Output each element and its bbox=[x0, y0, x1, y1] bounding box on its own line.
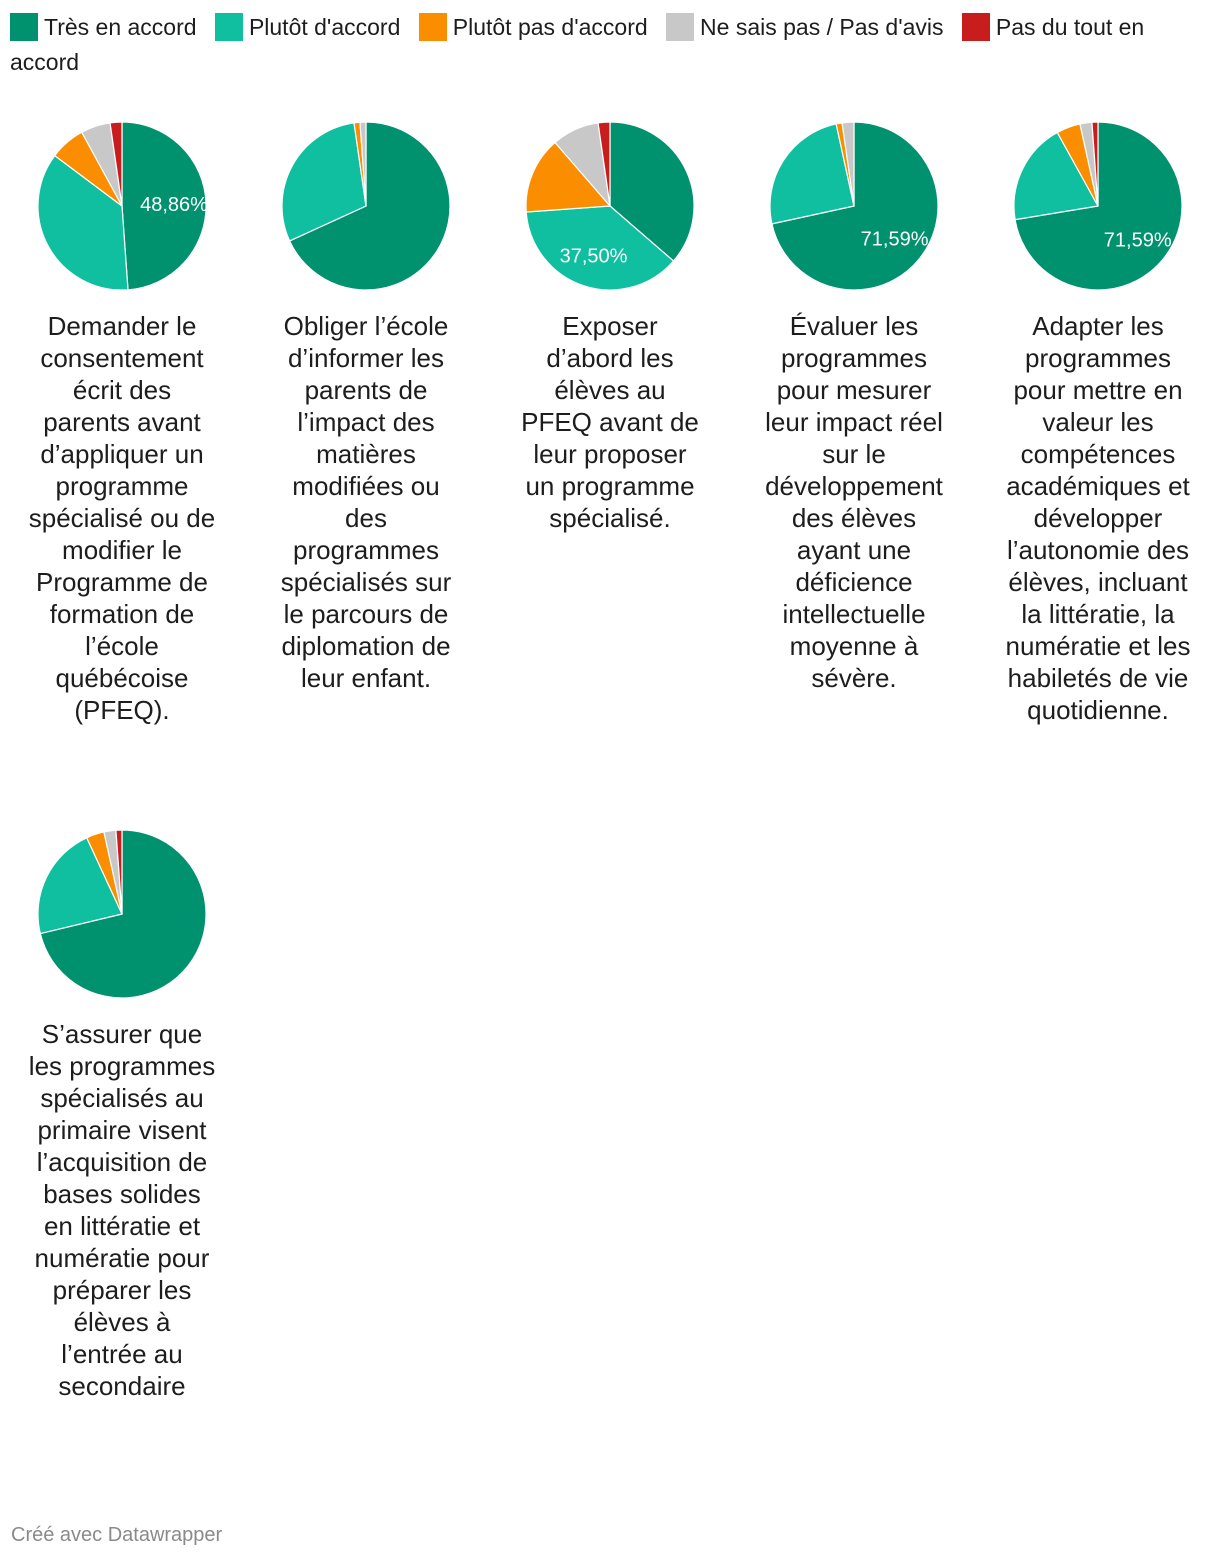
pie-caption: Exposer d’abord les élèves au PFEQ avant de leur proposer un programme spécialisé. bbox=[521, 311, 699, 533]
pie-data-label: 71,59% bbox=[1103, 229, 1172, 252]
legend-label: Ne sais pas / Pas d'avis bbox=[700, 14, 944, 40]
pie-chart bbox=[998, 110, 1198, 290]
pie-chart bbox=[22, 110, 222, 290]
pie-chart bbox=[22, 818, 222, 998]
pie-caption: S’assurer que les programmes spécialisés au primaire visent l’acquisition de bases solides en littératie et numératie pour préparer les élèves à l’entrée au secondaire bbox=[28, 1019, 216, 1401]
pie-data-label: 48,86% bbox=[140, 194, 208, 217]
pie-chart bbox=[510, 110, 710, 290]
footer-credit: Créé avec Datawrapper bbox=[11, 1524, 223, 1546]
legend-label: Pas du tout en accord bbox=[10, 14, 1145, 75]
pie-chart bbox=[266, 110, 466, 290]
pie-data-label: 37,50% bbox=[559, 245, 628, 268]
legend-label: Très en accord bbox=[44, 14, 197, 40]
pie-caption: Obliger l’école d’informer les parents de l’impact des matières modifiées ou des programmes spécialisés sur le parcours de diplomation de leur enfant. bbox=[280, 311, 452, 693]
pie-caption: Demander le consentement écrit des parents avant d’appliquer un programme spécialisé ou de modifier le Programme de formation de l’école québécoise (PFEQ). bbox=[28, 311, 216, 725]
legend-label: Plutôt pas d'accord bbox=[452, 14, 648, 40]
pie-caption: Adapter les programmes pour mettre en valeur les compétences académiques et développer l’autonomie des élèves, incluant la littératie, la numératie et les habiletés de vie quotidienne. bbox=[1005, 311, 1191, 725]
legend-label: Plutôt d'accord bbox=[248, 14, 401, 40]
pie-data-label: 71,59% bbox=[860, 228, 929, 251]
pie-chart bbox=[754, 110, 954, 290]
pie-caption: Évaluer les programmes pour mesurer leur impact réel sur le développement des élèves ayant une déficience intellectuelle moyenne à sévère. bbox=[765, 311, 943, 693]
